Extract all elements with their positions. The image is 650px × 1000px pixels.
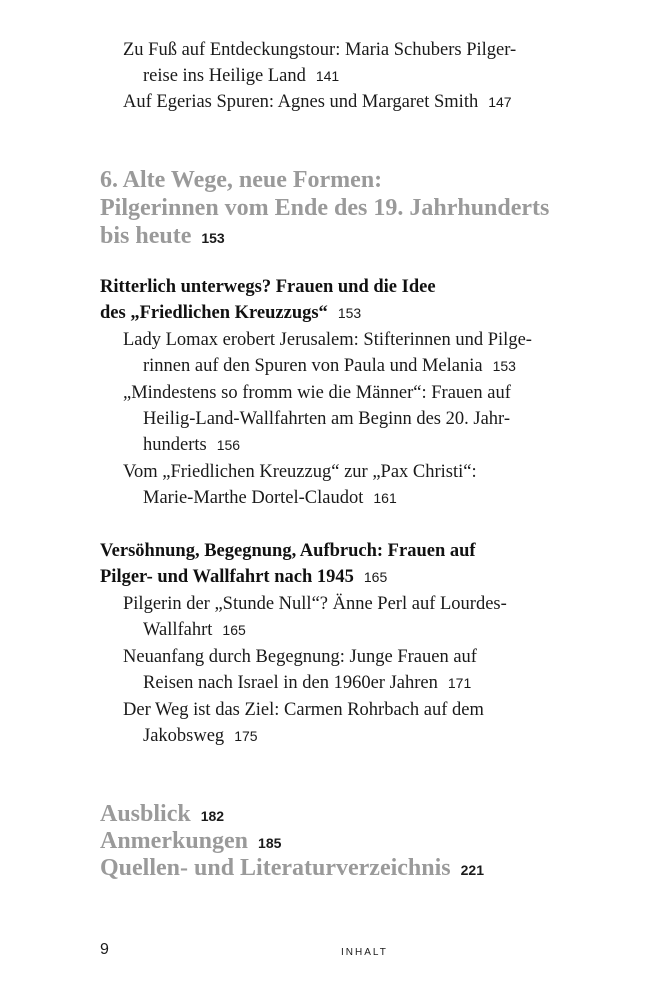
page-ref: 182: [200, 808, 225, 824]
toc-entry: [123, 89, 512, 115]
toc-entry: [123, 327, 532, 353]
toc-entry-text: Jakobsweg: [143, 726, 225, 746]
section-heading: [100, 538, 476, 564]
page-ref: 153: [337, 305, 362, 321]
page-ref: 221: [460, 862, 484, 878]
back-matter-title: Anmerkungen: [100, 828, 249, 854]
toc-entry-cont: [143, 353, 516, 379]
toc-entry-text: reise ins Heilige Land: [143, 66, 306, 86]
back-matter-title: Quellen- und Literaturverzeichnis: [100, 855, 451, 881]
page-ref: 175: [234, 728, 258, 744]
toc-entry-cont: [143, 485, 397, 511]
running-head: INHALT: [341, 947, 388, 958]
page-ref: 156: [216, 437, 241, 453]
page-ref: 153: [492, 358, 516, 374]
page-ref: 147: [488, 94, 512, 110]
back-matter-entry: [100, 855, 484, 884]
chapter-title-line: Pilgerinnen vom Ende des 19. Jahrhunderts: [100, 195, 550, 221]
toc-entry-text: Marie-Marthe Dortel-Claudot: [143, 488, 364, 508]
page-ref: 141: [315, 68, 340, 84]
toc-entry-text: hunderts: [143, 435, 207, 455]
section-heading: [100, 564, 387, 590]
chapter-title: [100, 222, 225, 252]
chapter-title-line: 6. Alte Wege, neue Formen:: [100, 167, 383, 193]
toc-entry-text: Zu Fuß auf Entdeckungstour: Maria Schubers Pilger-: [123, 40, 517, 60]
page-ref: 185: [258, 835, 282, 851]
back-matter-entry: [100, 828, 281, 857]
toc-entry: [123, 37, 516, 63]
toc-entry-cont: [143, 670, 471, 696]
toc-entry-text: Neuanfang durch Begegnung: Junge Frauen auf: [123, 647, 477, 667]
toc-entry-text: rinnen auf den Spuren von Paula und Melania: [143, 356, 483, 376]
toc-entry-text: Wallfahrt: [143, 620, 213, 640]
chapter-title: [100, 166, 382, 194]
section-heading-line: Ritterlich unterwegs? Frauen und die Idee: [100, 277, 436, 297]
page-ref: 171: [447, 675, 472, 691]
toc-entry-text: Auf Egerias Spuren: Agnes und Margaret Smith: [123, 92, 479, 112]
toc-entry: [123, 644, 477, 670]
page-ref: 165: [363, 569, 388, 585]
toc-entry-cont: [143, 617, 246, 643]
section-heading: [100, 274, 436, 300]
section-heading-line: Pilger- und Wallfahrt nach 1945: [100, 567, 354, 587]
page-ref: 161: [373, 490, 397, 506]
toc-entry: [123, 697, 484, 723]
toc-entry-text: Pilgerin der „Stunde Null“? Änne Perl auf Lourdes-: [123, 594, 507, 614]
toc-entry-cont: [143, 723, 258, 749]
section-heading-line: Versöhnung, Begegnung, Aufbruch: Frauen auf: [100, 541, 476, 561]
toc-entry-cont: [143, 406, 510, 432]
section-heading: [100, 300, 361, 326]
chapter-title-line: bis heute: [100, 223, 192, 249]
toc-entry-text: „Mindestens so fromm wie die Männer“: Frauen auf: [123, 383, 511, 403]
toc-entry-text: Vom „Friedlichen Kreuzzug“ zur „Pax Christi“:: [123, 462, 477, 482]
chapter-title: [100, 194, 549, 222]
toc-entry-cont: [143, 63, 339, 89]
page-ref: 165: [222, 622, 246, 638]
page-number: 9: [100, 941, 109, 958]
toc-entry: [123, 459, 477, 485]
back-matter-title: Ausblick: [100, 801, 191, 827]
toc-entry-text: Der Weg ist das Ziel: Carmen Rohrbach auf dem: [123, 700, 484, 720]
section-heading-line: des „Friedlichen Kreuzzugs“: [100, 303, 328, 323]
toc-entry-text: Lady Lomax erobert Jerusalem: Stifterinnen und Pilge-: [123, 330, 532, 350]
toc-entry-cont: [143, 432, 240, 458]
toc-entry-text: Heilig-Land-Wallfahrten am Beginn des 20. Jahr-: [143, 409, 510, 429]
toc-entry: [123, 380, 511, 406]
page-ref: 153: [201, 230, 225, 246]
toc-entry-text: Reisen nach Israel in den 1960er Jahren: [143, 673, 438, 693]
back-matter-entry: [100, 801, 224, 830]
toc-entry: [123, 591, 507, 617]
